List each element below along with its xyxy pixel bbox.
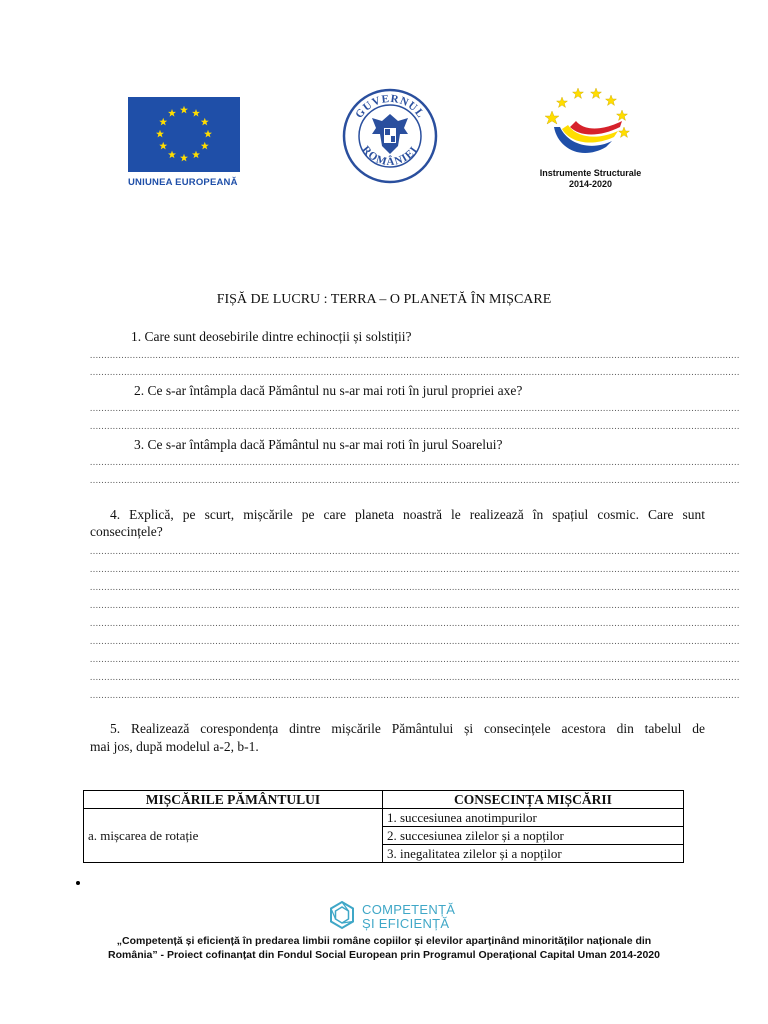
table-header-row <box>84 791 684 809</box>
answer-line[interactable]: .................................................................................................................................................................................................................................... <box>90 582 740 592</box>
answer-line[interactable]: .................................................................................................................................................................................................................................... <box>90 546 740 556</box>
table-row <box>84 809 684 827</box>
answer-line[interactable]: .................................................................................................................................................................................................................................... <box>90 367 740 377</box>
question-4-line-1: 4. Explică, pe scurt, mișcările pe care planeta noastră le realizează în spațiul cosmic. Care sunt <box>110 507 705 522</box>
answer-line[interactable]: .................................................................................................................................................................................................................................... <box>90 457 740 467</box>
column-header-movements: MIȘCĂRILE PĂMÂNTULUI <box>84 791 383 809</box>
eu-star <box>192 109 200 117</box>
question-2: 2. Ce s-ar întâmpla dacă Pământul nu s-ar mai roti în jurul propriei axe? <box>134 383 523 398</box>
svg-text:ROMÂNIEI: ROMÂNIEI <box>359 143 421 169</box>
footer-project-line-2: România” - Proiect cofinanțat din Fondul Social European prin Programul Operațional Capital Uman 2014-2020 <box>108 949 660 961</box>
eu-star <box>168 151 176 159</box>
bullet-mark <box>76 881 80 885</box>
eu-star <box>201 142 209 150</box>
table-cell-consequence: 2. succesiunea zilelor și a nopților <box>383 827 684 845</box>
government-seal-logo <box>342 88 438 184</box>
instrumente-structurale-logo <box>540 83 635 165</box>
answer-line[interactable]: .................................................................................................................................................................................................................................... <box>90 690 740 700</box>
answer-line[interactable]: .................................................................................................................................................................................................................................... <box>90 618 740 628</box>
table-cell-movement: a. mișcarea de rotație <box>84 809 383 863</box>
answer-line[interactable]: .................................................................................................................................................................................................................................... <box>90 672 740 682</box>
brand-text-line-1: COMPETENȚĂ <box>362 902 456 917</box>
answer-line[interactable]: .................................................................................................................................................................................................................................... <box>90 421 740 431</box>
question-3: 3. Ce s-ar întâmpla dacă Pământul nu s-ar mai roti în jurul Soarelui? <box>134 437 503 452</box>
footer-project-line-1: „Competență și eficiență în predarea limbii române copiilor și elevilor aparținând minorităților naționale din <box>116 935 652 947</box>
table-cell-consequence: 3. inegalitatea zilelor și a nopților <box>383 845 684 863</box>
eu-flag-logo <box>128 97 240 172</box>
brand-text-line-2: ȘI EFICIENȚĂ <box>362 916 450 931</box>
eu-star <box>192 151 200 159</box>
instrumente-structurale-years: 2014-2020 <box>568 179 613 189</box>
answer-line[interactable]: .................................................................................................................................................................................................................................... <box>90 475 740 485</box>
answer-line[interactable]: .................................................................................................................................................................................................................................... <box>90 564 740 574</box>
eu-star <box>180 106 188 114</box>
answer-line[interactable]: .................................................................................................................................................................................................................................... <box>90 600 740 610</box>
eu-stars-icon <box>128 97 240 172</box>
answer-line[interactable]: .................................................................................................................................................................................................................................... <box>90 403 740 413</box>
question-4-line-2: consecințele? <box>90 524 163 539</box>
instrumente-structurale-label: Instrumente Structurale <box>539 168 642 178</box>
worksheet-title: FIȘĂ DE LUCRU : TERRA – O PLANETĂ ÎN MIȘCARE <box>216 292 552 307</box>
eu-star <box>180 154 188 162</box>
eu-star <box>159 142 167 150</box>
answer-line[interactable]: .................................................................................................................................................................................................................................... <box>90 636 740 646</box>
svg-text:GUVERNUL: GUVERNUL <box>353 92 427 121</box>
eu-label: UNIUNEA EUROPEANĂ <box>128 177 238 188</box>
competenta-eficienta-logo-icon <box>328 900 356 930</box>
question-5-line-2: mai jos, după modelul a-2, b-1. <box>90 739 259 754</box>
column-header-consequences: CONSECINȚA MIȘCĂRII <box>383 791 684 809</box>
eu-star <box>156 130 164 138</box>
table-cell-consequence: 1. succesiunea anotimpurilor <box>383 809 684 827</box>
answer-line[interactable]: .................................................................................................................................................................................................................................... <box>90 654 740 664</box>
question-1: 1. Care sunt deosebirile dintre echinocții și solstiții? <box>131 329 412 344</box>
question-5-line-1: 5. Realizează corespondența dintre mișcările Pământului și consecințele acestora din tabelul de <box>110 721 705 736</box>
eu-star <box>168 109 176 117</box>
correspondence-table <box>83 790 684 863</box>
answer-line[interactable]: .................................................................................................................................................................................................................................... <box>90 350 740 360</box>
eu-star <box>204 130 212 138</box>
eu-star <box>159 118 167 126</box>
eu-star <box>201 118 209 126</box>
